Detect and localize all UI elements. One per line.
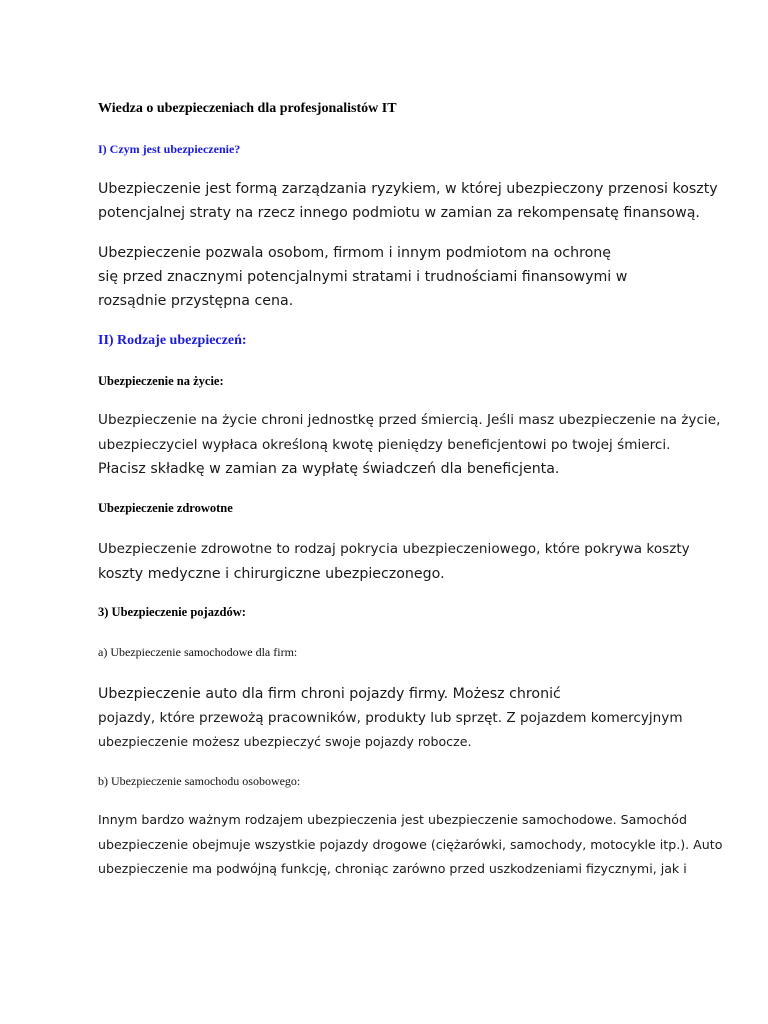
paragraph-line: ubezpieczenie możesz ubezpieczyć swoje pojazdy robocze. [98, 734, 472, 749]
paragraph-line: pojazdy, które przewożą pracowników, produkty lub sprzęt. Z pojazdem komercyjnym [98, 710, 683, 726]
paragraph-line: ubezpieczenie ma podwójną funkcję, chroniąc zarówno przed uszkodzeniami fizycznymi, jak i [98, 861, 687, 876]
paragraph-line: Ubezpieczenie zdrowotne to rodzaj pokrycia ubezpieczeniowego, które pokrywa koszty [98, 541, 690, 557]
paragraph-line: koszty medyczne i chirurgiczne ubezpieczonego. [98, 566, 445, 582]
paragraph-line: Ubezpieczenie na życie chroni jednostkę przed śmiercią. Jeśli masz ubezpieczenie na życie, [98, 412, 721, 428]
paragraph-line: się przed znacznymi potencjalnymi stratami i trudnościami finansowymi w [98, 269, 628, 285]
paragraph-line: Innym bardzo ważnym rodzajem ubezpieczenia jest ubezpieczenie samochodowe. Samochód [98, 812, 687, 827]
subheading-vehicle-insurance: 3) Ubezpieczenie pojazdów: [98, 605, 246, 619]
subheading-life-insurance: Ubezpieczenie na życie: [98, 374, 224, 388]
paragraph-line: Ubezpieczenie jest formą zarządzania ryzykiem, w której ubezpieczony przenosi koszty [98, 181, 718, 197]
paragraph-line: potencjalnej straty na rzecz innego podmiotu w zamian za rekompensatę finansową. [98, 205, 700, 221]
subheading-health-insurance: Ubezpieczenie zdrowotne [98, 501, 233, 515]
paragraph-line: rozsądnie przystępna cena. [98, 293, 294, 309]
subheading-personal-car-insurance: b) Ubezpieczenie samochodu osobowego: [98, 774, 301, 788]
paragraph-line: Ubezpieczenie pozwala osobom, firmom i innym podmiotom na ochronę [98, 245, 611, 261]
subheading-business-car-insurance: a) Ubezpieczenie samochodowe dla firm: [98, 645, 298, 659]
paragraph-line: ubezpieczyciel wypłaca określoną kwotę pieniędzy beneficjentowi po twojej śmierci. [98, 437, 671, 453]
paragraph-line: ubezpieczenie obejmuje wszystkie pojazdy drogowe (ciężarówki, samochody, motocykle itp.). Auto [98, 837, 723, 852]
paragraph-line: Płacisz składkę w zamian za wypłatę świadczeń dla beneficjenta. [98, 461, 560, 477]
section-heading-what-is-insurance: I) Czym jest ubezpieczenie? [98, 142, 241, 156]
document-title: Wiedza o ubezpieczeniach dla profesjonalistów IT [98, 101, 397, 116]
paragraph-line: Ubezpieczenie auto dla firm chroni pojazdy firmy. Możesz chronić [98, 686, 561, 702]
section-heading-insurance-types: II) Rodzaje ubezpieczeń: [98, 333, 247, 348]
